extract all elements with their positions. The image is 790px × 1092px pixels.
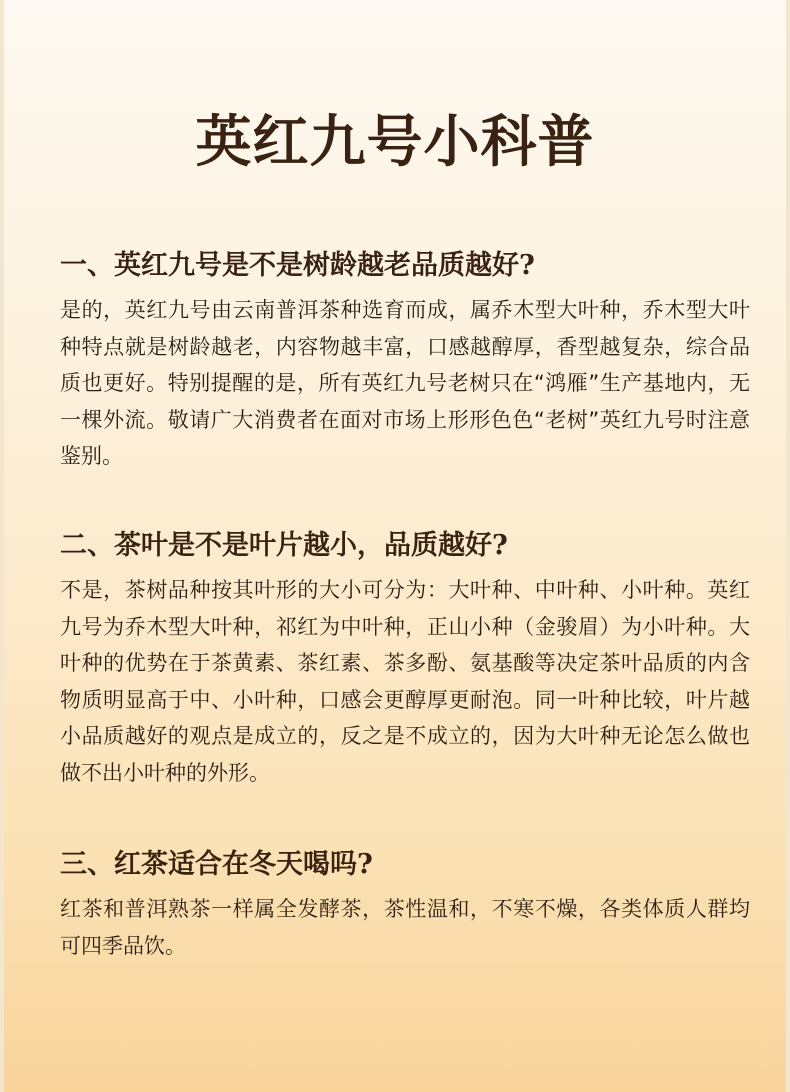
section-heading: 一、英红九号是不是树龄越老品质越好? bbox=[60, 250, 535, 281]
section-body: 红茶和普洱熟茶一样属全发酵茶，茶性温和，不寒不燥，各类体质人群均可四季品饮。 bbox=[60, 897, 750, 958]
section-body: 是的，英红九号由云南普洱茶种选育而成，属乔木型大叶种，乔木型大叶种特点就是树龄越老，内容物越丰富，口感越醇厚，香型越复杂，综合品质也更好。特别提醒的是，所有英红九号老树只在“鸿雁”生产基地内，无一棵外流。敬请广大消费者在面对市场上形形色色“老树”英红九号时注意鉴别。 bbox=[60, 298, 750, 468]
section-heading: 二、茶叶是不是叶片越小，品质越好? bbox=[60, 530, 508, 561]
section-body: 不是，茶树品种按其叶形的大小可分为：大叶种、中叶种、小叶种。英红九号为乔木型大叶种，祁红为中叶种，正山小种（金骏眉）为小叶种。大叶种的优势在于茶黄素、茶红素、茶多酚、氨基酸等决定茶叶品质的内含物质明显高于中、小叶种，口感会更醇厚更耐泡。同一叶种比较，叶片越小品质越好的观点是成立的，反之是不成立的，因为大叶种无论怎么做也做不出小叶种的外形。 bbox=[60, 578, 750, 785]
page-title: 英红九号小科普 bbox=[195, 109, 595, 175]
faq-section-winter-drinking bbox=[60, 845, 750, 964]
section-heading: 三、红茶适合在冬天喝吗? bbox=[60, 849, 373, 880]
faq-section-tree-age bbox=[60, 246, 750, 475]
faq-section-leaf-size bbox=[60, 526, 750, 791]
